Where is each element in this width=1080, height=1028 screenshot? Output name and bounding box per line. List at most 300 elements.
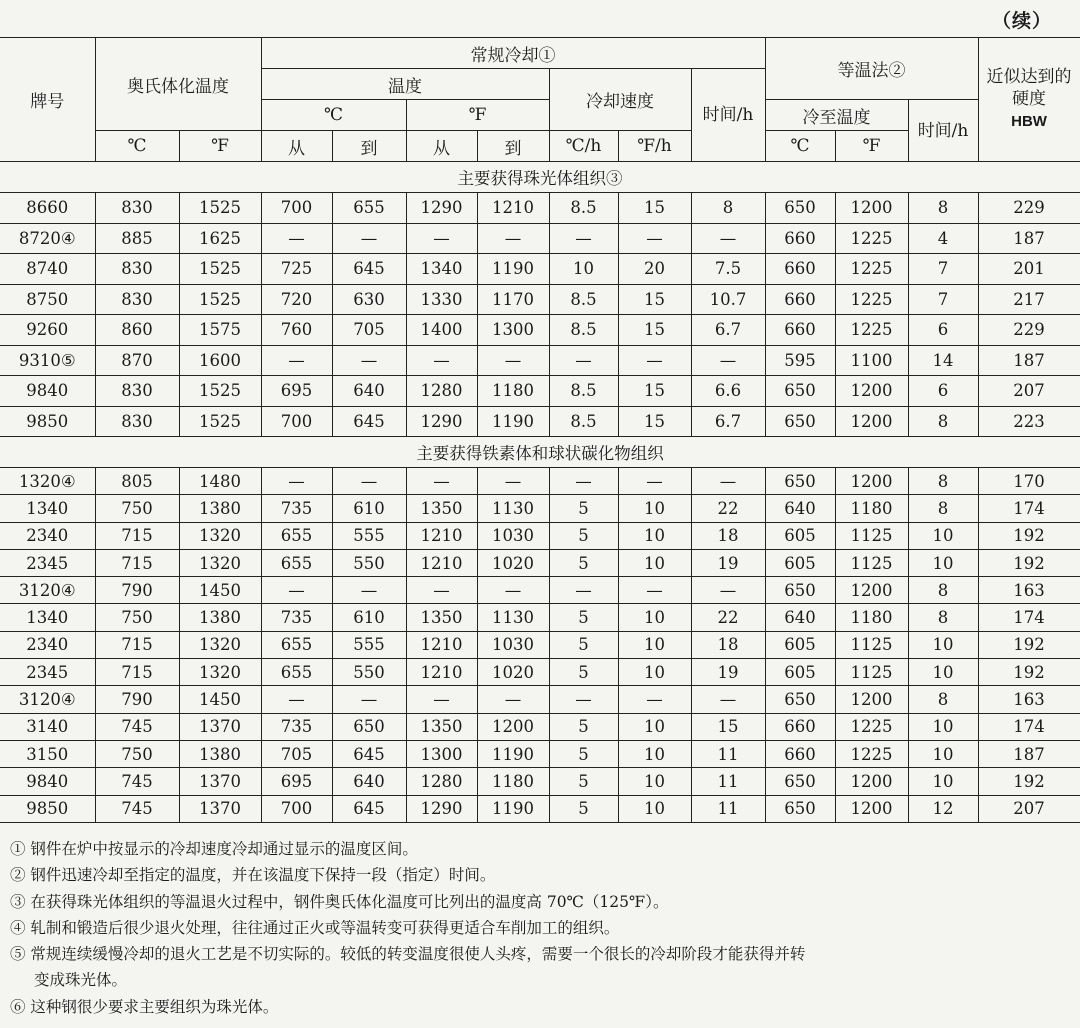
header-f-to: 到 [477, 131, 549, 162]
table-cell: 7 [908, 284, 978, 315]
table-cell: 5 [549, 549, 618, 576]
table-cell: 1210 [406, 549, 477, 576]
table-cell: 18 [691, 522, 765, 549]
table-cell: 192 [978, 549, 1080, 576]
table-cell: — [618, 577, 691, 604]
table-cell: 10 [618, 631, 691, 658]
table-cell: 655 [332, 193, 406, 224]
table-cell: 745 [95, 768, 179, 795]
table-cell: 1210 [406, 522, 477, 549]
table-cell: 830 [95, 284, 179, 315]
grade-cell: 9850 [0, 406, 95, 437]
table-cell: — [549, 468, 618, 495]
table-cell: — [261, 345, 332, 376]
table-cell: 1210 [406, 659, 477, 686]
header-c-to: 到 [332, 131, 406, 162]
table-cell: 1380 [179, 495, 261, 522]
table-cell: — [406, 577, 477, 604]
table-row [0, 659, 1080, 686]
table-cell: — [691, 345, 765, 376]
table-cell: 660 [765, 740, 835, 767]
table-cell: 750 [95, 604, 179, 631]
table-cell: 10 [618, 768, 691, 795]
table-row [0, 768, 1080, 795]
table-cell: 790 [95, 686, 179, 713]
table-cell: 830 [95, 254, 179, 285]
table-row [0, 468, 1080, 495]
table-cell: 1225 [835, 223, 908, 254]
table-cell: 1350 [406, 604, 477, 631]
header-cooling-time: 时间/h [691, 69, 765, 162]
table-row [0, 549, 1080, 576]
table-cell: — [618, 223, 691, 254]
table-cell: 700 [261, 406, 332, 437]
grade-cell: 8660 [0, 193, 95, 224]
table-cell: 1290 [406, 406, 477, 437]
table-cell: 645 [332, 740, 406, 767]
table-cell: 163 [978, 577, 1080, 604]
table-cell: 1225 [835, 284, 908, 315]
table-cell: — [477, 223, 549, 254]
footnotes [10, 836, 1080, 1020]
table-cell: 1210 [477, 193, 549, 224]
table-cell: 201 [978, 254, 1080, 285]
table-cell: 10 [908, 740, 978, 767]
grade-cell: 3150 [0, 740, 95, 767]
table-cell: 207 [978, 795, 1080, 822]
table-cell: 163 [978, 686, 1080, 713]
table-cell: 660 [765, 284, 835, 315]
header-iso-c: ℃ [765, 131, 835, 162]
table-cell: 1370 [179, 713, 261, 740]
table-cell: 1400 [406, 315, 477, 346]
table-cell: 555 [332, 522, 406, 549]
table-cell: 15 [618, 406, 691, 437]
header-iso-f: ℉ [835, 131, 908, 162]
footnote: 变成珠光体。 [34, 971, 128, 990]
table-cell: 1290 [406, 193, 477, 224]
table-cell: 605 [765, 659, 835, 686]
continued-label: （续） [991, 10, 1052, 32]
table-cell: 192 [978, 659, 1080, 686]
table-cell: — [549, 345, 618, 376]
table-cell: — [477, 345, 549, 376]
table-cell: 725 [261, 254, 332, 285]
table-cell: 760 [261, 315, 332, 346]
table-cell: 7.5 [691, 254, 765, 285]
header-aus-c: ℃ [95, 131, 179, 162]
table-row [0, 345, 1080, 376]
table-cell: 10 [618, 713, 691, 740]
table-cell: 1200 [835, 406, 908, 437]
table-cell: 8 [908, 193, 978, 224]
header-conventional-cooling: 常规冷却① [261, 38, 765, 69]
table-row [0, 406, 1080, 437]
table-cell: 1320 [179, 631, 261, 658]
table-cell: — [549, 223, 618, 254]
table-cell: — [618, 686, 691, 713]
table-cell: 1125 [835, 522, 908, 549]
table-cell: 192 [978, 768, 1080, 795]
table-cell: 8.5 [549, 406, 618, 437]
grade-cell: 3120④ [0, 686, 95, 713]
table-cell: — [332, 686, 406, 713]
table-cell: 1200 [835, 768, 908, 795]
annealing-table [0, 37, 1080, 823]
table-cell: 790 [95, 577, 179, 604]
table-row [0, 795, 1080, 822]
table-cell: 555 [332, 631, 406, 658]
table-cell: 10 [908, 549, 978, 576]
grade-cell: 2340 [0, 631, 95, 658]
table-cell: 8 [908, 468, 978, 495]
header-aus-f: ℉ [179, 131, 261, 162]
table-cell: 650 [765, 406, 835, 437]
table-cell: 1200 [835, 468, 908, 495]
table-cell: 1180 [835, 604, 908, 631]
table-cell: 1320 [179, 659, 261, 686]
table-cell: 5 [549, 495, 618, 522]
table-row [0, 740, 1080, 767]
table-cell: — [691, 468, 765, 495]
table-body [0, 162, 1080, 823]
grade-cell: 9850 [0, 795, 95, 822]
table-cell: 6.7 [691, 406, 765, 437]
table-cell: 660 [765, 713, 835, 740]
table-cell: 1020 [477, 549, 549, 576]
table-cell: 1350 [406, 713, 477, 740]
table-cell: 645 [332, 254, 406, 285]
header-grade: 牌号 [0, 38, 95, 162]
grade-cell: 1320④ [0, 468, 95, 495]
table-cell: 14 [908, 345, 978, 376]
table-cell: 605 [765, 631, 835, 658]
table-cell: 1290 [406, 795, 477, 822]
table-cell: 8.5 [549, 284, 618, 315]
footnote: ③ 在获得珠光体组织的等温退火过程中，钢件奥氏体化温度可比列出的温度高 70℃（125℉）。 [10, 892, 669, 911]
table-cell: 7 [908, 254, 978, 285]
table-cell: 605 [765, 549, 835, 576]
table-cell: 1225 [835, 740, 908, 767]
table-cell: 187 [978, 345, 1080, 376]
table-cell: 1190 [477, 406, 549, 437]
table-cell: 10 [908, 631, 978, 658]
table-row [0, 193, 1080, 224]
header-rate-c: ℃/h [549, 131, 618, 162]
table-cell: 8.5 [549, 193, 618, 224]
table-cell: — [261, 468, 332, 495]
table-cell: 1525 [179, 406, 261, 437]
table-cell: 650 [765, 193, 835, 224]
header-cool-to-temp: 冷至温度 [765, 100, 908, 131]
table-cell: 605 [765, 522, 835, 549]
table-cell: 10.7 [691, 284, 765, 315]
table-cell: 1125 [835, 659, 908, 686]
table-cell: 1625 [179, 223, 261, 254]
table-cell: 192 [978, 522, 1080, 549]
table-cell: 660 [765, 223, 835, 254]
table-cell: 1320 [179, 549, 261, 576]
table-cell: 630 [332, 284, 406, 315]
table-cell: 5 [549, 768, 618, 795]
table-cell: 8 [908, 577, 978, 604]
section-header-row [0, 162, 1080, 193]
table-header [0, 38, 1080, 162]
table-cell: 10 [618, 549, 691, 576]
table-cell: 1525 [179, 254, 261, 285]
table-cell: 1210 [406, 631, 477, 658]
table-cell: 1330 [406, 284, 477, 315]
table-cell: 1340 [406, 254, 477, 285]
grade-cell: 1340 [0, 604, 95, 631]
grade-cell: 9310⑤ [0, 345, 95, 376]
table-cell: 8 [908, 495, 978, 522]
table-cell: 640 [765, 604, 835, 631]
table-cell: 6.7 [691, 315, 765, 346]
table-cell: 1125 [835, 549, 908, 576]
header-temperature: 温度 [261, 69, 549, 100]
table-cell: 715 [95, 659, 179, 686]
grade-cell: 2345 [0, 659, 95, 686]
table-cell: 174 [978, 604, 1080, 631]
section-header-row [0, 437, 1080, 468]
table-cell: 15 [691, 713, 765, 740]
table-cell: 11 [691, 740, 765, 767]
table-cell: 174 [978, 713, 1080, 740]
header-cooling-rate: 冷却速度 [549, 69, 691, 131]
table-cell: 1450 [179, 577, 261, 604]
grade-cell: 8750 [0, 284, 95, 315]
table-cell: 750 [95, 740, 179, 767]
table-cell: — [332, 577, 406, 604]
table-cell: 1170 [477, 284, 549, 315]
table-cell: 8 [908, 406, 978, 437]
table-cell: 1380 [179, 740, 261, 767]
header-austenitizing-temp: 奥氏体化温度 [95, 38, 261, 131]
table-cell: — [477, 468, 549, 495]
table-row [0, 284, 1080, 315]
table-cell: — [477, 686, 549, 713]
grade-cell: 9840 [0, 376, 95, 407]
table-cell: 1525 [179, 376, 261, 407]
table-cell: 8 [908, 604, 978, 631]
table-cell: 15 [618, 376, 691, 407]
table-cell: 5 [549, 631, 618, 658]
table-cell: 8 [908, 686, 978, 713]
table-cell: 15 [618, 284, 691, 315]
table-cell: 735 [261, 713, 332, 740]
table-row [0, 631, 1080, 658]
table-cell: 715 [95, 522, 179, 549]
table-cell: 805 [95, 468, 179, 495]
table-cell: 5 [549, 659, 618, 686]
header-hardness-label: 近似达到的硬度 [986, 67, 1072, 109]
table-cell: 735 [261, 604, 332, 631]
table-cell: 1180 [477, 376, 549, 407]
table-cell: 1020 [477, 659, 549, 686]
table-cell: 1030 [477, 631, 549, 658]
table-cell: 10 [908, 522, 978, 549]
table-row [0, 522, 1080, 549]
table-cell: — [406, 345, 477, 376]
table-cell: 735 [261, 495, 332, 522]
table-cell: 1180 [835, 495, 908, 522]
table-cell: 10 [618, 659, 691, 686]
table-cell: 1480 [179, 468, 261, 495]
table-row [0, 223, 1080, 254]
header-hardness [978, 38, 1080, 162]
table-cell: 695 [261, 768, 332, 795]
table-cell: 6 [908, 315, 978, 346]
table-cell: 1525 [179, 193, 261, 224]
table-cell: 10 [618, 522, 691, 549]
table-cell: — [691, 577, 765, 604]
table-cell: 610 [332, 604, 406, 631]
table-cell: 830 [95, 376, 179, 407]
footnote: ② 钢件迅速冷却至指定的温度，并在该温度下保持一段（指定）时间。 [10, 866, 496, 885]
table-cell: 745 [95, 795, 179, 822]
header-f-from: 从 [406, 131, 477, 162]
table-cell: 830 [95, 406, 179, 437]
table-cell: — [332, 223, 406, 254]
table-cell: — [549, 577, 618, 604]
table-cell: 1190 [477, 740, 549, 767]
table-cell: 10 [908, 659, 978, 686]
section-title: 主要获得铁素体和球状碳化物组织 [0, 437, 1080, 468]
table-cell: 660 [765, 254, 835, 285]
table-cell: 655 [261, 549, 332, 576]
table-cell: 640 [332, 376, 406, 407]
table-cell: 5 [549, 713, 618, 740]
table-cell: 650 [765, 795, 835, 822]
table-cell: 10 [618, 604, 691, 631]
table-cell: 192 [978, 631, 1080, 658]
grade-cell: 9840 [0, 768, 95, 795]
table-cell: 5 [549, 604, 618, 631]
table-row [0, 577, 1080, 604]
table-cell: — [261, 223, 332, 254]
grade-cell: 1340 [0, 495, 95, 522]
table-cell: — [549, 686, 618, 713]
table-cell: 11 [691, 795, 765, 822]
table-cell: 715 [95, 549, 179, 576]
table-cell: 1225 [835, 254, 908, 285]
table-cell: 1600 [179, 345, 261, 376]
table-cell: 1380 [179, 604, 261, 631]
table-cell: 1280 [406, 768, 477, 795]
table-cell: 207 [978, 376, 1080, 407]
footnote: ⑥ 这种钢很少要求主要组织为珠光体。 [10, 997, 279, 1016]
table-cell: — [618, 345, 691, 376]
table-cell: 695 [261, 376, 332, 407]
table-cell: 5 [549, 740, 618, 767]
table-cell: 12 [908, 795, 978, 822]
table-cell: 20 [618, 254, 691, 285]
table-cell: 645 [332, 795, 406, 822]
table-cell: 595 [765, 345, 835, 376]
table-cell: — [618, 468, 691, 495]
table-cell: — [332, 345, 406, 376]
table-cell: 1200 [835, 193, 908, 224]
table-cell: 1180 [477, 768, 549, 795]
table-cell: 19 [691, 549, 765, 576]
table-cell: 10 [618, 740, 691, 767]
table-cell: 187 [978, 740, 1080, 767]
table-cell: 5 [549, 795, 618, 822]
table-cell: 4 [908, 223, 978, 254]
table-cell: 10 [908, 768, 978, 795]
table-cell: 11 [691, 768, 765, 795]
table-cell: 5 [549, 522, 618, 549]
grade-cell: 3120④ [0, 577, 95, 604]
table-cell: 6 [908, 376, 978, 407]
table-cell: 655 [261, 522, 332, 549]
table-cell: 18 [691, 631, 765, 658]
table-cell: 1190 [477, 254, 549, 285]
table-cell: 830 [95, 193, 179, 224]
table-cell: 885 [95, 223, 179, 254]
table-cell: 705 [332, 315, 406, 346]
table-cell: 715 [95, 631, 179, 658]
table-row [0, 713, 1080, 740]
table-cell: 650 [765, 376, 835, 407]
table-cell: 170 [978, 468, 1080, 495]
grade-cell: 8720④ [0, 223, 95, 254]
table-cell: 1370 [179, 795, 261, 822]
header-c-from: 从 [261, 131, 332, 162]
table-cell: 700 [261, 193, 332, 224]
table-cell: 1030 [477, 522, 549, 549]
header-hbw: HBW [1011, 113, 1047, 130]
table-cell: 650 [765, 686, 835, 713]
table-cell: 655 [261, 659, 332, 686]
table-cell: — [691, 686, 765, 713]
table-cell: 10 [618, 795, 691, 822]
table-cell: 1200 [835, 577, 908, 604]
table-cell: 10 [908, 713, 978, 740]
table-cell: 650 [765, 468, 835, 495]
table-row [0, 254, 1080, 285]
table-cell: 1200 [835, 686, 908, 713]
table-cell: 550 [332, 659, 406, 686]
grade-cell: 9260 [0, 315, 95, 346]
table-cell: 22 [691, 604, 765, 631]
table-cell: 1280 [406, 376, 477, 407]
table-row [0, 604, 1080, 631]
grade-cell: 3140 [0, 713, 95, 740]
table-cell: 660 [765, 315, 835, 346]
table-cell: 1130 [477, 495, 549, 522]
table-cell: 217 [978, 284, 1080, 315]
table-cell: — [406, 223, 477, 254]
table-cell: 645 [332, 406, 406, 437]
table-cell: 1575 [179, 315, 261, 346]
table-cell: 229 [978, 193, 1080, 224]
header-isothermal: 等温法② [765, 38, 978, 100]
table-cell: — [406, 686, 477, 713]
table-cell: 22 [691, 495, 765, 522]
grade-cell: 2345 [0, 549, 95, 576]
table-cell: 1225 [835, 315, 908, 346]
table-cell: — [477, 577, 549, 604]
table-cell: — [261, 686, 332, 713]
table-cell: 1225 [835, 713, 908, 740]
table-cell: 10 [549, 254, 618, 285]
table-cell: 1525 [179, 284, 261, 315]
grade-cell: 2340 [0, 522, 95, 549]
table-cell: 15 [618, 315, 691, 346]
grade-cell: 8740 [0, 254, 95, 285]
